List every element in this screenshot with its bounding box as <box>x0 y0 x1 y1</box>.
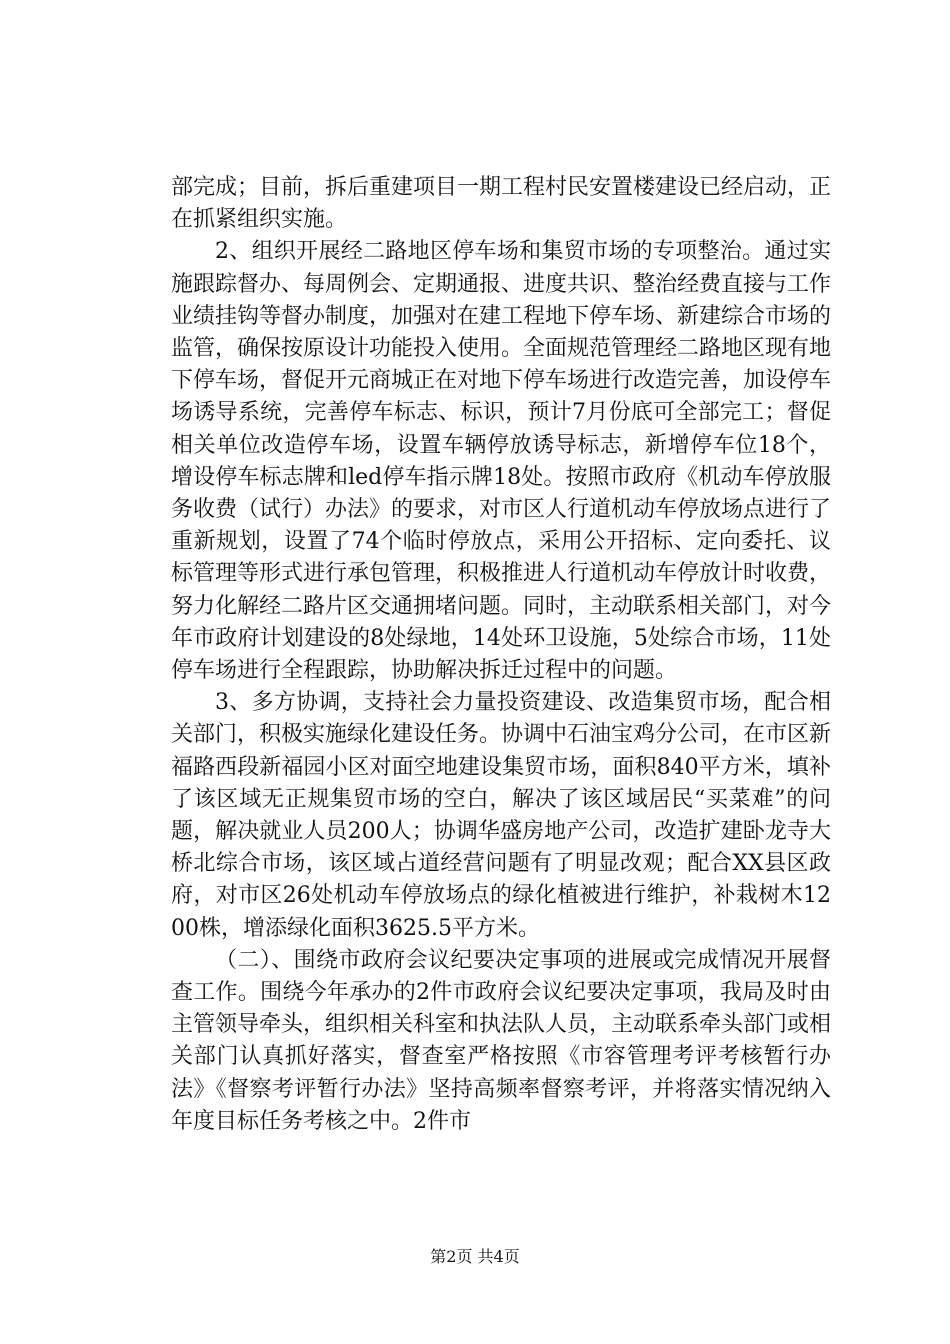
body-text <box>171 172 831 1138</box>
paragraph-parking-market-rectification: 2、组织开展经二路地区停车场和集贸市场的专项整治。通过实施跟踪督办、每周例会、定期通报、进度共识、整治经费直接与工作业绩挂钩等督办制度，加强对在建工程地下停车场、新建综合市场的监管，确保按原设计功能投入使用。全面规范管理经二路地区现有地下停车场，督促开元商城正在对地下停车场进行改造完善，加设停车场诱导系统，完善停车标志、标识，预计7月份底可全部完工；督促相关单位改造停车场，设置车辆停放诱导标志，新增停车位18个，增设停车标志牌和led停车指示牌18处。按照市政府《机动车停放服务收费（试行）办法》的要求，对市区人行道机动车停放场点进行了重新规划，设置了74个临时停放点，采用公开招标、定向委托、议标管理等形式进行承包管理，积极推进人行道机动车停放计时收费，努力化解经二路片区交通拥堵问题。同时，主动联系相关部门，对今年市政府计划建设的8处绿地，14处环卫设施，5处综合市场，11处停车场进行全程跟踪，协助解决拆迁过程中的问题。 <box>171 239 832 684</box>
paragraph-market-greening-coordination: 3、多方协调，支持社会力量投资建设、改造集贸市场，配合相关部门，积极实施绿化建设任务。协调中石油宝鸡分公司，在市区新福路西段新福园小区对面空地建设集贸市场，面积840平方米，填补了该区域无正规集贸市场的空白，解决了该区域居民“买菜难”的问题，解决就业人员200人；协调华盛房地产公司，改造扩建卧龙寺大桥北综合市场，该区域占道经营问题有了明显改观；配合XX县区政府，对市区26处机动车停放场点的绿化植被进行维护，补栽树木1200株，增添绿化面积3625.5平方米。 <box>171 690 832 941</box>
page-number-footer: 第2页 共4页 <box>430 1247 520 1266</box>
paragraph-meeting-minutes-supervision: （二）、围绕市政府会议纪要决定事项的进展或完成情况开展督查工作。围绕今年承办的2件市政府会议纪要决定事项，我局及时由主管领导牵头，组织相关科室和执法队人员，主动联系牵头部门或相关部门认真抓好落实，督查室严格按照《市容管理考评考核暂行办法》《督察考评暂行办法》坚持高频率督察考评，并将落实情况纳入年度目标任务考核之中。2件市 <box>171 947 832 1134</box>
paragraph-continuation: 部完成；目前，拆后重建项目一期工程村民安置楼建设已经启动，正在抓紧组织实施。 <box>171 175 832 233</box>
